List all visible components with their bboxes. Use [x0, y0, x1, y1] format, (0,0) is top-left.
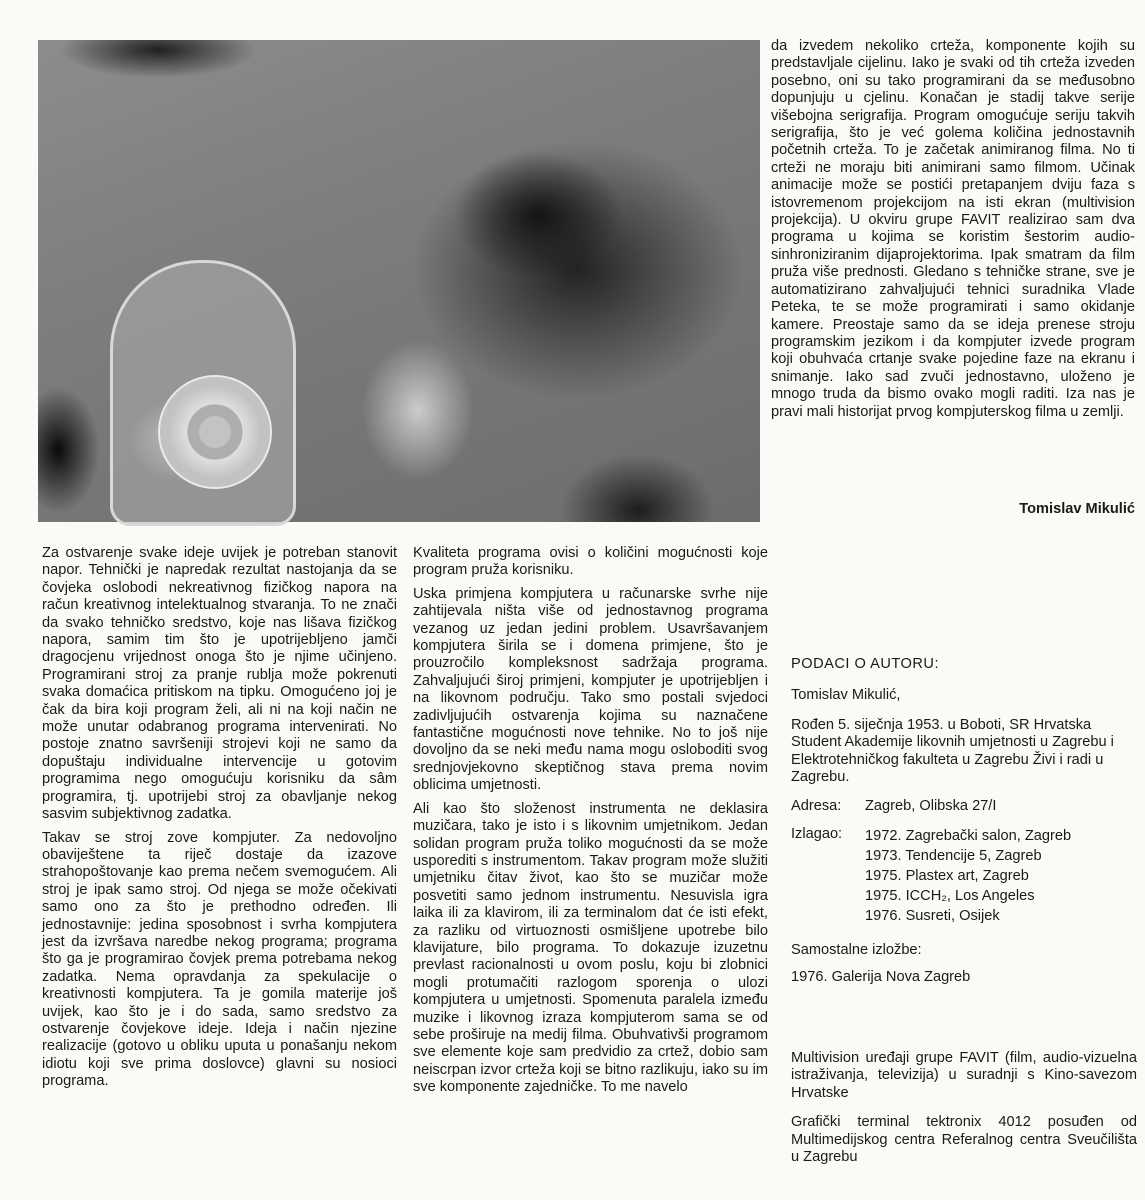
credits-section [791, 1050, 1137, 1178]
article-column-left [42, 545, 397, 1097]
credit-paragraph: Grafički terminal tektronix 4012 posuđen od Multimedijskog centra Referalnog centra Sveučilišta u Zagrebu [791, 1114, 1137, 1166]
exhibition-item: 1975. ICCH₂, Los Angeles [865, 887, 1035, 904]
exhibition-item: 1976. Susreti, Osijek [865, 907, 1000, 924]
article-paragraph: Ali kao što složenost instrumenta ne deklasira muzičara, tako je isto i s likovnim umjetnikom. Jedan solidan program pruža toliko mogućnosti da se može usporediti s instrumentom. Takav program može služiti umjetniku čitav život, kao što se muzičar može posvetiti samo jednom instrumentu. Nesuvisla igra laika ili za klavirom, ili za terminalom dat će isti efekt, za razliku od virtuoznosti osmišljene upotrebe bilo klavijature, bilo programa. To dokazuje izuzetnu prevlast racionalnosti u ovom poslu, koju bi zlobnici mogli protumačiti razlogom sporenja o ulozi kompjutera u umjetnosti. Spomenuta paralela između muzike i likovnog izraza kompjuterom sama se od sebe proširuje na medij filma. Obuhvativši programom sve elemente koje sam predvidio za crtež, dobio sam neiscrpan izvor crteža koji se bitno razlikuju, iako su im sve komponente zajedničke. To me navelo [413, 800, 768, 1096]
address-label: Adresa: [791, 798, 842, 815]
author-address-row [791, 798, 1137, 815]
article-paragraph: Takav se stroj zove kompjuter. Za nedovoljno obaviještene ta riječ dostaje da izazove strahopoštovanje kao prema nečem svemogućem. Ali stroj je ipak samo stroj. Od njega se može očekivati samo ono za što je prethodno određen. Ili jednostavnije: jedina sposobnost i svrha kompjutera jest da izvršava naredbe nekog programa; programa što ga je programirao čovjek prema potrebama nekog zadatka. Nema opravdanja za spekulacije o kreativnosti kompjutera. Ta je gomila materije još uvijek, kao što je i do sada, samo sredstvo za ostvarenje čovjekove ideje. Ideja i način njezine realizacije (gotovo u obliku uputa u ponašanju nekom idiotu koji sve prima doslovce) glavni su nosioci programa. [42, 829, 397, 1090]
article-column-middle [413, 545, 768, 1103]
address-value: Zagreb, Olibska 27/I [865, 798, 997, 815]
article-paragraph: da izvedem nekoliko crteža, komponente kojih su predstavljale cijelinu. Iako je svaki od tih crteža izveden posebno, oni su tako programirani da se međusobno dopunjuju u cjelinu. Konačan je stadij takve serije višebojna serigrafija. Program omogućuje seriju takvih serigrafija, što je već golema količina jednostavnih početnih crteža. To je začetak animiranog filma. No ti crteži ne moraju biti animirani samo filmom. Učinak animacije može se postići pretapanjem dviju faza s istovremenom projekcijom na isti ekran (multivision projekcija). U okviru grupe FAVIT realizirao sam dva programa u kojima se koristim šestorim audio-sinhroniziranim dijaprojektorima. Ipak smatram da film pruža više prednosti. Gledano s tehničke strane, sve je automatizirano zahvaljujući tehnici suradnika Vlade Peteka, te se može programirati i samo okidanje kamere. Preostaje samo da se ideja prenese stroju programskim jezikom i da kompjuter izvede program koji obuhvaća crtanje svake pojedine faze na ekranu i snimanje. Iako sad zvuči jednostavno, uloženo je mnogo truda da bismo ovako mogli raditi. Iza nas je pravi mali historijat prvog kompjuterskog filma u zemlji. [771, 38, 1135, 420]
article-paragraph: Za ostvarenje svake ideje uvijek je potreban stanovit napor. Tehnički je napredak rezultat nastojanja da se čovjeka oslobodi nekreativnog fizičkog napora na račun kreativnog intelektualnog stvaranja. To ne znači da svako tehničko sredstvo, koje nas lišava fizičkog napora, samim tim što je upotrijebljeno jamči dragocjenu vrijednost onoga što je njime učinjeno. Programirani stroj za pranje rublja može pokrenuti svaka domaćica pritiskom na tipku. Omogućeno joj je čak da bira koji program želi, ali ni na koji način ne može unutar odabranog programa intervenirati. No postoje znatno savršeniji strojevi koji ne samo da dopuštaju individualne intervencije u gotovim programima nego omogućuju korisniku da sâm programira, tj. upotrijebi stroj za obavljanje nekog sasvim subjektivnog zadatka. [42, 545, 397, 823]
photo-man-with-film-camera [38, 40, 760, 522]
exhibitions-list [865, 826, 1071, 926]
author-info-heading: PODACI O AUTORU: [791, 656, 940, 672]
solo-exhibition-item: 1976. Galerija Nova Zagreb [791, 969, 971, 986]
author-signature: Tomislav Mikulić [1019, 501, 1135, 517]
exhibited-label: Izlagao: [791, 825, 843, 842]
article-paragraph: Kvaliteta programa ovisi o količini mogućnosti koje program pruža korisniku. [413, 545, 768, 579]
solo-exhibitions-label: Samostalne izložbe: [791, 941, 922, 958]
author-bio: Rođen 5. siječnja 1953. u Boboti, SR Hrvatska Student Akademije likovnih umjetnosti u Zagrebu i Elektrotehničkog fakulteta u Zagrebu Živi i radi u Zagrebu. [791, 716, 1114, 786]
author-name: Tomislav Mikulić, [791, 687, 901, 704]
author-info-section [791, 656, 1137, 987]
article-paragraph: Uska primjena kompjutera u računarske svrhe nije zahtijevala ništa više od jednostavnog programa vezanog uz jedan jedini problem. Usavršavanjem kompjutera širila se i domena primjene, što je prouzročilo kompleksnost sadržaja programa. Zahvaljujući široj primjeni, kompjuter je upotrijebljen i na likovnom području. Tako smo postali svjedoci zadivljujućih ostvarenja kojima su naznačene fantastične mogućnosti nove tehnike. No to još nije dovoljno da se neki među nama mogu osloboditi svog srednjovjekovno skeptičnog stava prema novim oblicima umjetnosti. [413, 585, 768, 794]
camera-reel-shape [158, 375, 272, 489]
exhibition-item: 1973. Tendencije 5, Zagreb [865, 847, 1042, 864]
credit-paragraph: Multivision uređaji grupe FAVIT (film, audio-vizuelna istraživanja, televizija) u suradnji s Kino-savezom Hrvatske [791, 1050, 1137, 1101]
exhibitions-block [791, 826, 1137, 926]
exhibition-item: 1972. Zagrebački salon, Zagreb [865, 827, 1072, 844]
article-column-right-top [771, 38, 1135, 427]
exhibition-item: 1975. Plastex art, Zagreb [865, 867, 1029, 884]
